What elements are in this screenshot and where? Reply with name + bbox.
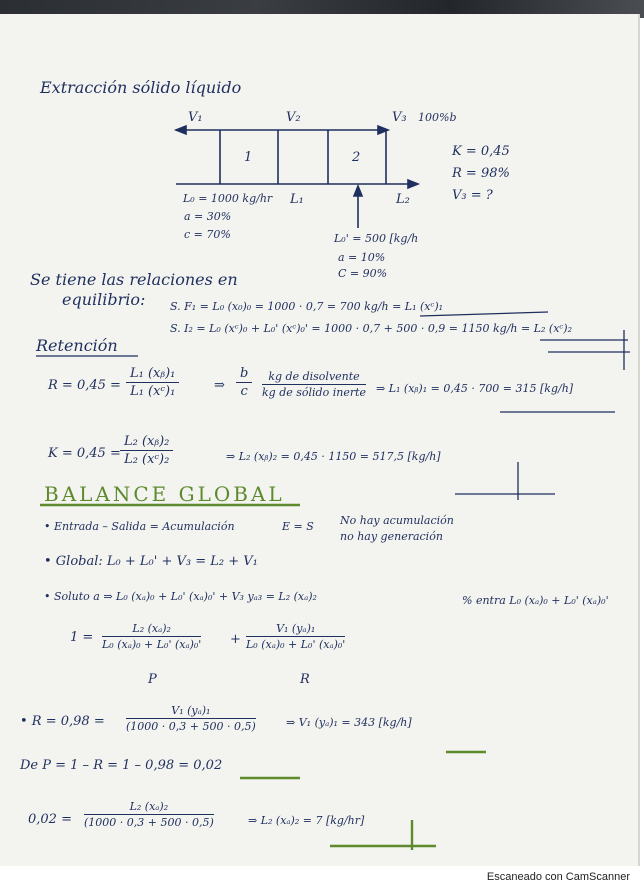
kg-num: kg de disolvente — [262, 370, 366, 385]
equilibrium-intro-2: equilibrio: — [62, 290, 146, 309]
retention-r-num: L₁ (xᵦ)₁ — [126, 366, 179, 383]
kg-fraction — [262, 370, 366, 399]
l2-arrow — [408, 180, 418, 188]
retention-k-num: L₂ (xᵦ)₂ — [120, 434, 173, 451]
balance-r-fraction — [246, 622, 345, 651]
bc-num: b — [236, 366, 252, 383]
page-title: Extracción sólido líquido — [40, 78, 242, 97]
l0-a-label: a = 30% — [184, 210, 232, 223]
retention-k-den: L₂ (xᶜ)₂ — [124, 452, 170, 467]
k-given: K = 0,45 — [452, 144, 510, 159]
balance-p-label: P — [148, 672, 157, 687]
equilibrium-eq1: S. F₁ = L₀ (x₀)₀ = 1000 · 0,7 = 700 kg/h = L₁ (xᶜ)₁ — [170, 300, 444, 313]
result-p-num: L₂ (xₐ)₂ — [84, 800, 214, 815]
l2-label: L₂ — [396, 192, 410, 207]
balance-p-num: L₂ (xₐ)₂ — [102, 622, 201, 637]
balance-r-label: R — [300, 672, 310, 687]
scanner-watermark: Escaneado con CamScanner — [486, 871, 630, 883]
v1-label: V₁ — [188, 110, 203, 125]
result-r-fraction — [126, 704, 256, 733]
l1-label: L₁ — [290, 192, 304, 207]
balance-entrada: • Entrada – Salida = Acumulación — [44, 520, 235, 533]
l0p-a-label: a = 10% — [338, 251, 386, 264]
result-r-value: ⇒ V₁ (yₐ)₁ = 343 [kg/h] — [286, 716, 412, 729]
l0p-label: L₀' = 500 [kg/h — [334, 232, 419, 245]
balance-plus: + — [230, 632, 241, 647]
retention-r-result: ⇒ L₁ (xᵦ)₁ = 0,45 · 700 = 315 [kg/h] — [376, 382, 574, 395]
bc-den: c — [240, 384, 248, 399]
stage1-label: 1 — [244, 150, 253, 165]
balance-r-num: V₁ (yₐ)₁ — [246, 622, 345, 637]
v3-unknown: V₃ = ? — [452, 188, 493, 203]
retention-r-den: L₁ (xᶜ)₁ — [130, 384, 176, 399]
balance-p-fraction — [102, 622, 201, 651]
result-r-num: V₁ (yₐ)₁ — [126, 704, 256, 719]
balance-entrada-rhs: E = S — [282, 520, 314, 533]
balance-soluto: • Soluto a ⇒ L₀ (xₐ)₀ + L₀' (xₐ)₀' + V₃ yₐ₃ = L₂ (xₐ)₂ — [44, 590, 317, 603]
retention-arrow: ⇒ — [214, 378, 225, 393]
result-de-p: De P = 1 – R = 1 – 0,98 = 0,02 — [20, 758, 223, 773]
v2-label: V₂ — [286, 110, 301, 125]
stage2-label: 2 — [352, 150, 361, 165]
balance-one: 1 = — [70, 630, 94, 645]
result-p-value: ⇒ L₂ (xₐ)₂ = 7 [kg/hr] — [248, 814, 365, 827]
feed-arrow — [354, 186, 362, 196]
bc-fraction — [236, 366, 252, 399]
equilibrium-eq2: S. I₂ = L₀ (xᶜ)₀ + L₀' (xᶜ)₀' = 1000 · 0,7 + 500 · 0,9 = 1150 kg/h = L₂ (xᶜ)₂ — [170, 322, 572, 335]
retention-r-lhs: R = 0,45 = — [48, 378, 121, 393]
balance-r-den: L₀ (xₐ)₀ + L₀' (xₐ)₀' — [246, 638, 346, 651]
balance-heading: BALANCE GLOBAL — [44, 482, 285, 506]
balance-note-1: No hay acumulación — [340, 514, 454, 527]
result-r-den: (1000 · 0,3 + 500 · 0,5) — [126, 720, 256, 733]
result-p-fraction — [84, 800, 214, 829]
balance-p-den: L₀ (xₐ)₀ + L₀' (xₐ)₀' — [102, 638, 202, 651]
retention-k-result: ⇒ L₂ (xᵦ)₂ = 0,45 · 1150 = 517,5 [kg/h] — [226, 450, 441, 463]
l0-label: L₀ = 1000 kg/hr — [183, 192, 273, 205]
l0p-c-label: C = 90% — [338, 267, 388, 280]
equilibrium-intro-1: Se tiene las relaciones en — [30, 270, 238, 289]
balance-note-2: no hay generación — [340, 530, 443, 543]
retention-k-lhs: K = 0,45 = — [48, 446, 121, 461]
kg-den: kg de sólido inerte — [262, 386, 367, 399]
retention-heading: Retención — [36, 336, 118, 355]
result-p-den: (1000 · 0,3 + 500 · 0,5) — [84, 816, 214, 829]
l0-c-label: c = 70% — [184, 228, 231, 241]
result-r-lhs: • R = 0,98 = — [20, 714, 105, 729]
r-given: R = 98% — [452, 166, 510, 181]
retention-r-fraction — [126, 366, 179, 399]
balance-global: • Global: L₀ + L₀' + V₃ = L₂ + V₁ — [44, 554, 258, 569]
result-p-lhs: 0,02 = — [28, 812, 72, 827]
v3-label: V₃ — [392, 110, 407, 125]
v3-flow-label: 100%b — [418, 111, 457, 124]
balance-soluto-note: % entra L₀ (xₐ)₀ + L₀' (xₐ)₀' — [462, 594, 609, 607]
v1-arrow — [176, 126, 186, 134]
retention-k-fraction — [120, 434, 173, 467]
